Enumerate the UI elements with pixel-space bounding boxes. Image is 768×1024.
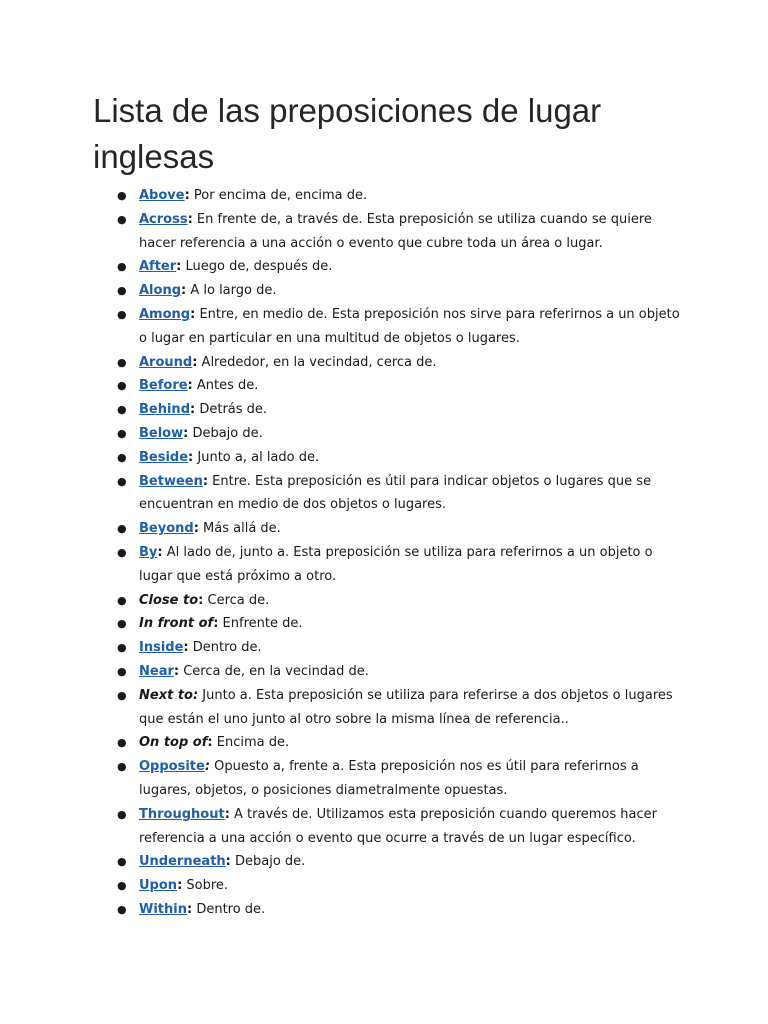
term-separator: : [198, 592, 204, 608]
list-item [93, 255, 688, 279]
list-item [93, 612, 688, 636]
preposition-link[interactable]: Above [139, 188, 185, 203]
preposition-meaning: Entre. Esta preposición es útil para indicar objetos o lugares que se encuentran en medio de dos objetos o lugares. [139, 473, 652, 513]
term-separator: : [184, 188, 190, 203]
preposition-meaning: Dentro de. [188, 640, 262, 656]
bullet-icon: ● [117, 450, 127, 464]
bullet-icon: ● [117, 307, 127, 321]
bullet-icon: ● [117, 688, 127, 702]
preposition-term: Next to [139, 687, 193, 703]
preposition-meaning: Junto a. Esta preposición se utiliza para referirse a dos objetos o lugares que están el uno junto al otro sobre la misma línea de referencia.. [139, 687, 673, 727]
preposition-meaning: Encima de. [212, 735, 290, 751]
preposition-link[interactable]: Between [139, 473, 203, 489]
preposition-meaning: Debajo de. [188, 425, 263, 441]
term-separator: : [204, 759, 211, 775]
preposition-link[interactable]: Throughout [139, 806, 225, 822]
preposition-meaning: Enfrente de. [218, 616, 303, 632]
term-separator: : [190, 306, 196, 322]
preposition-link[interactable]: Near [139, 663, 174, 679]
list-item [93, 589, 688, 613]
list-item [93, 184, 688, 208]
list-item [93, 351, 688, 375]
term-separator: : [190, 402, 196, 418]
preposition-link[interactable]: Along [139, 283, 182, 299]
preposition-link[interactable]: Underneath [139, 854, 226, 870]
page-title: Lista de las preposiciones de lugar inglesas [93, 92, 602, 175]
preposition-meaning: Cerca de. [203, 592, 270, 608]
preposition-meaning: Entre, en medio de. Esta preposición nos sirve para referirnos a un objeto o lugar en particular en una multitud de objetos o lugares. [139, 306, 680, 346]
preposition-link[interactable]: Beyond [139, 521, 194, 537]
preposition-meaning: Debajo de. [230, 854, 306, 870]
bullet-icon: ● [117, 807, 127, 821]
preposition-meaning: Al lado de, junto a. Esta preposición se utiliza para referirnos a un objeto o lugar que está próximo a otro. [139, 544, 653, 584]
preposition-link[interactable]: Before [139, 378, 188, 394]
term-separator: : [207, 735, 213, 751]
preposition-meaning: A lo largo de. [186, 283, 277, 299]
preposition-meaning: Por encima de, encima de. [189, 188, 368, 203]
preposition-link[interactable]: Among [139, 306, 191, 322]
preposition-meaning: En frente de, a través de. Esta preposición se utiliza cuando se quiere hacer referencia a una acción o evento que cubre toda un área o lugar. [139, 211, 652, 251]
list-item [93, 874, 688, 898]
term-separator: : [157, 544, 163, 560]
bullet-icon: ● [117, 212, 127, 226]
list-item [93, 517, 688, 541]
list-item [93, 422, 688, 446]
list-item [93, 374, 688, 398]
list-item [93, 898, 688, 922]
term-separator: : [225, 854, 231, 870]
term-separator: : [177, 878, 183, 894]
bullet-icon: ● [117, 355, 127, 369]
term-separator: : [192, 687, 199, 703]
term-separator: : [186, 901, 193, 917]
term-separator: : [173, 663, 180, 679]
bullet-icon: ● [117, 641, 127, 655]
preposition-list [93, 184, 688, 922]
preposition-meaning: Cerca de, en la vecindad de. [179, 663, 369, 679]
term-separator: : [193, 521, 199, 537]
bullet-icon: ● [117, 879, 127, 893]
preposition-meaning: Opuesto a, frente a. Esta preposición nos es útil para referirnos a lugares, objetos, o posiciones diametralmente opuestas. [139, 759, 639, 798]
bullet-icon: ● [117, 760, 127, 774]
bullet-icon: ● [117, 617, 127, 631]
bullet-icon: ● [117, 284, 127, 298]
bullet-icon: ● [117, 855, 127, 869]
term-separator: : [187, 211, 193, 227]
bullet-icon: ● [117, 593, 127, 607]
term-separator: : [202, 473, 209, 489]
list-item [93, 850, 688, 874]
list-item [93, 208, 688, 256]
list-item [93, 279, 688, 303]
preposition-link[interactable]: Within [139, 901, 187, 917]
list-item [93, 803, 688, 851]
preposition-link[interactable]: Beside [139, 449, 189, 465]
preposition-term: In front of [139, 616, 214, 632]
preposition-link[interactable]: After [139, 259, 177, 275]
list-item [93, 684, 688, 732]
preposition-link[interactable]: Upon [139, 878, 178, 894]
preposition-meaning: Luego de, después de. [181, 259, 333, 275]
preposition-link[interactable]: Around [139, 354, 193, 370]
term-separator: : [188, 449, 194, 465]
bullet-icon: ● [117, 189, 127, 202]
bullet-icon: ● [117, 379, 127, 393]
preposition-meaning: Más allá de. [198, 521, 281, 537]
list-item [93, 470, 688, 518]
list-item [93, 731, 688, 755]
bullet-icon: ● [117, 522, 127, 536]
term-separator: : [224, 806, 230, 822]
preposition-meaning: Junto a, al lado de. [193, 449, 320, 465]
list-item [93, 541, 688, 589]
preposition-term: Close to [139, 592, 199, 608]
term-separator: : [213, 616, 219, 632]
list-item [93, 636, 688, 660]
preposition-link[interactable]: Inside [139, 640, 184, 656]
bullet-icon: ● [117, 902, 127, 916]
preposition-term: On top of [139, 735, 208, 751]
preposition-link[interactable]: Opposite [139, 759, 205, 775]
preposition-link[interactable]: Behind [139, 402, 190, 418]
term-separator: : [192, 354, 198, 370]
bullet-icon: ● [117, 403, 127, 417]
term-separator: : [183, 425, 189, 441]
list-item [93, 303, 688, 351]
preposition-link[interactable]: Across [139, 211, 188, 227]
preposition-meaning: Alrededor, en la vecindad, cerca de. [197, 354, 437, 370]
preposition-meaning: Dentro de. [192, 901, 266, 917]
preposition-link[interactable]: Below [139, 425, 184, 441]
term-separator: : [187, 378, 193, 394]
bullet-icon: ● [117, 545, 127, 559]
list-item [93, 660, 688, 684]
list-item [93, 755, 688, 803]
preposition-meaning: Sobre. [182, 878, 229, 894]
bullet-icon: ● [117, 736, 127, 750]
bullet-icon: ● [117, 260, 127, 274]
bullet-icon: ● [117, 426, 127, 440]
term-separator: : [183, 640, 189, 656]
term-separator: : [181, 283, 187, 299]
list-item [93, 446, 688, 470]
bullet-icon: ● [117, 664, 127, 678]
bullet-icon: ● [117, 474, 127, 488]
term-separator: : [176, 259, 182, 275]
list-item [93, 398, 688, 422]
preposition-meaning: Antes de. [192, 378, 259, 394]
preposition-meaning: Detrás de. [195, 402, 268, 418]
preposition-meaning: A través de. Utilizamos esta preposición cuando queremos hacer referencia a una acción o evento que ocurre a través de un lugar específico. [139, 806, 657, 846]
preposition-link[interactable]: By [139, 544, 158, 560]
